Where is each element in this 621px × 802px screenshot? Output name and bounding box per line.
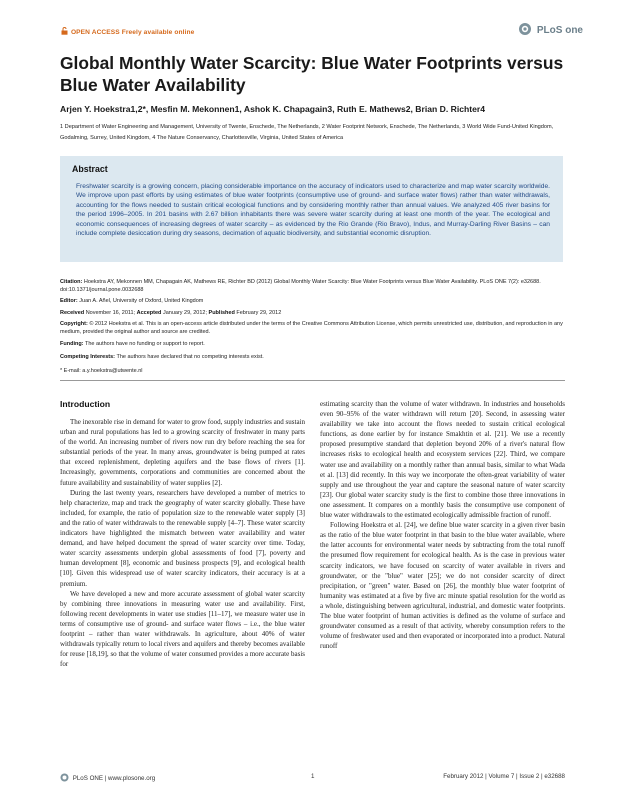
paragraph: The inexorable rise in demand for water to grow food, supply industries and sustain urban and rural populations has led to a growing scarcity of freshwater in many parts of the world. An increasing number of rivers now run dry before reaching the sea for substantial periods of the year. In many areas, groundwater is being pumped at rates that exceed replenishment, depleting aquifers and the base flows of rivers [1]. Increasingly, governments, corporations and communities are concerned about the future availability and sustainability of water supplies [2].: [60, 418, 305, 487]
accepted-label: Accepted: [136, 310, 162, 316]
email[interactable]: * E-mail: a.y.hoekstra@utwente.nl: [60, 368, 143, 374]
plos-logo-icon: [518, 22, 532, 36]
footer-journal-url: PLoS ONE | www.plosone.org: [72, 775, 156, 782]
page-number: 1: [311, 773, 315, 780]
published-date: February 29, 2012: [236, 310, 282, 316]
copyright: [60, 320, 565, 336]
article-title: Global Monthly Water Scarcity: Blue Water Footprints versus Blue Water Availability: [60, 53, 564, 95]
plos-mini-logo-icon: [60, 773, 69, 782]
dates: [60, 309, 565, 317]
citation-label: Citation:: [60, 279, 83, 285]
body-column-left: [60, 399, 305, 669]
author-list: Arjen Y. Hoekstra1,2*, Mesfin M. Mekonnen1, Ashok K. Chapagain3, Ruth E. Mathews2, Brian D. Richter4: [60, 104, 486, 114]
abstract-heading: Abstract: [72, 164, 108, 174]
editor-label: Editor:: [60, 298, 78, 304]
competing-label: Competing Interests:: [60, 354, 116, 360]
open-access-banner: [60, 27, 194, 36]
funding-label: Funding:: [60, 341, 84, 347]
footer-issue-info: February 2012 | Volume 7 | Issue 2 | e32688: [443, 773, 565, 780]
paragraph: Following Hoekstra et al. [24], we define blue water scarcity in a given river basin as the ratio of the blue water footprint in that basin to the blue water available, where the latter accounts for environmental water needs by subtracting from the total runoff the presumed flow requirement for ecological health. As is the case in previous water scarcity indicators, we have focused on scarcity of water available in rivers and groundwater, or the "blue" water [25]; we do not consider scarcity of direct precipitation, or "green" water. Based on [26], the monthly blue water footprint of humanity was estimated at a five by five arc minute spatial resolution for the world as a whole, distinguishing between agricultural, industrial, and domestic water footprints. The blue water footprint of human activities is defined as the volume of surface and groundwater consumed as a result of that activity, whereby consumption refers to the volume of freshwater used and then evaporated or incorporated into a product. Natural runoff: [320, 521, 565, 651]
competing-interests: [60, 353, 565, 361]
received-date: November 16, 2011;: [85, 310, 136, 316]
abstract-text: Freshwater scarcity is a growing concern, placing considerable importance on the accuracy of indicators used to characterize and map water scarcity worldwide. We improve upon past efforts by using estimates of blue water footprints (consumptive use of ground- and surface water flows) rather than water withdrawals, accounting for the flows needed to sustain critical ecological functions and by considering monthly rather than annual values. We analyzed 405 river basins for the period 1996–2005. In 201 basins with 2.67 billion inhabitants there was severe water scarcity during at least one month of the year. The ecological and economic consequences of increasing degrees of water scarcity – as evidenced by the Rio Grande (Rio Bravo), Indus, and Murray-Darling River Basins – can include complete desiccation during dry seasons, decimation of aquatic biodiversity, and substantial economic disruption.: [76, 183, 550, 238]
funding: [60, 340, 565, 348]
accepted-date: January 29, 2012;: [162, 310, 207, 316]
citation-text: Hoekstra AY, Mekonnen MM, Chapagain AK, Mathews RE, Richter BD (2012) Global Monthly Water Scarcity: Blue Water Footprints versus Blue Water Availability. PLoS ONE 7(2): e32688. doi:10.1371/journal.pone.0032688: [60, 279, 541, 293]
section-divider: [60, 380, 565, 381]
page-footer: [60, 773, 565, 785]
section-heading-introduction: Introduction: [60, 399, 111, 409]
footer-left[interactable]: [60, 773, 155, 782]
editor-text: Juan A. Añel, University of Oxford, United Kingdom: [79, 298, 204, 304]
funding-text: The authors have no funding or support to report.: [84, 341, 205, 347]
competing-text: The authors have declared that no competing interests exist.: [116, 354, 264, 360]
open-access-label: OPEN ACCESS Freely available online: [70, 29, 195, 36]
copyright-label: Copyright:: [60, 321, 88, 327]
journal-logo[interactable]: [518, 22, 583, 36]
published-label: Published: [208, 310, 235, 316]
open-lock-icon: [61, 27, 68, 35]
paragraph: During the last twenty years, researchers have developed a number of metrics to help characterize, map and track the geography of water scarcity globally. These have included, for example, the ratio of population size to the renewable water supply [3] and the ratio of water withdrawals to the renewable supply [4–7]. These water scarcity indicators have highlighted the mismatch between water availability and water demand, and have helped document the spread of water scarcity over time. Today, water scarcity assessments underpin global assessments of food [7], poverty and human development [8], economic and business prospects [9], and ecological health [10]. Given this widespread use of water scarcity indicators, their accuracy is at a premium.: [60, 488, 305, 588]
body-column-right: [320, 399, 565, 651]
paragraph: We have developed a new and more accurate assessment of global water scarcity by combining three innovations in measuring water use and availability. First, following recent developments in water use studies [11–17], we measure water use in terms of consumptive use of ground- and surface water flows – i.e., the blue water footprint – rather than water withdrawals. In agriculture, about 40% of water withdrawals typically return to local rivers and aquifers and thereby becomes available for reuse [18,19], so that the volume of water consumed provides a more accurate basis for: [60, 589, 305, 669]
paragraph: estimating scarcity than the volume of water withdrawn. In industries and households even 90–95% of the water withdrawn will return [20]. Second, in assessing water availability we take into account the flows needed to sustain critical ecological functions, as done earlier by for instance Smakhtin et al. [21]. We use a recently proposed presumptive standard that depletion beyond 20% of a river's natural flow increases risks to ecological health and ecosystem services [22]. Third, we compare water use and availability on a monthly rather than annual basis, similar to what Wada et al. [13] did recently. In this way we incorporate the often-great variability of water supply and use throughout the year and capture the seasonal nature of water scarcity [23]. Our global water scarcity study is the first to combine those three innovations in one assessment. It compares on a monthly basis the consumptive use component of blue water withdrawals to the estimated ecologically admissible fraction of runoff.: [320, 400, 565, 520]
copyright-text: © 2012 Hoekstra et al. This is an open-access article distributed under the terms of the Creative Commons Attribution License, which permits unrestricted use, distribution, and reproduction in any medium, provided the original author and source are credited.: [60, 321, 563, 335]
journal-logo-text: PLoS one: [536, 25, 583, 36]
affiliations: 1 Department of Water Engineering and Management, University of Twente, Enschede, The Netherlands, 2 Water Footprint Network, Enschede, The Netherlands, 3 World Wide Fund-United Kingdom, Godalming, Surrey, United Kingdom, 4 The Nature Conservancy, Charlottesville, Virginia, United States of America: [60, 124, 554, 141]
editor: [60, 297, 565, 305]
citation: [60, 278, 565, 294]
received-label: Received: [60, 310, 85, 316]
abstract-box: [60, 156, 563, 262]
